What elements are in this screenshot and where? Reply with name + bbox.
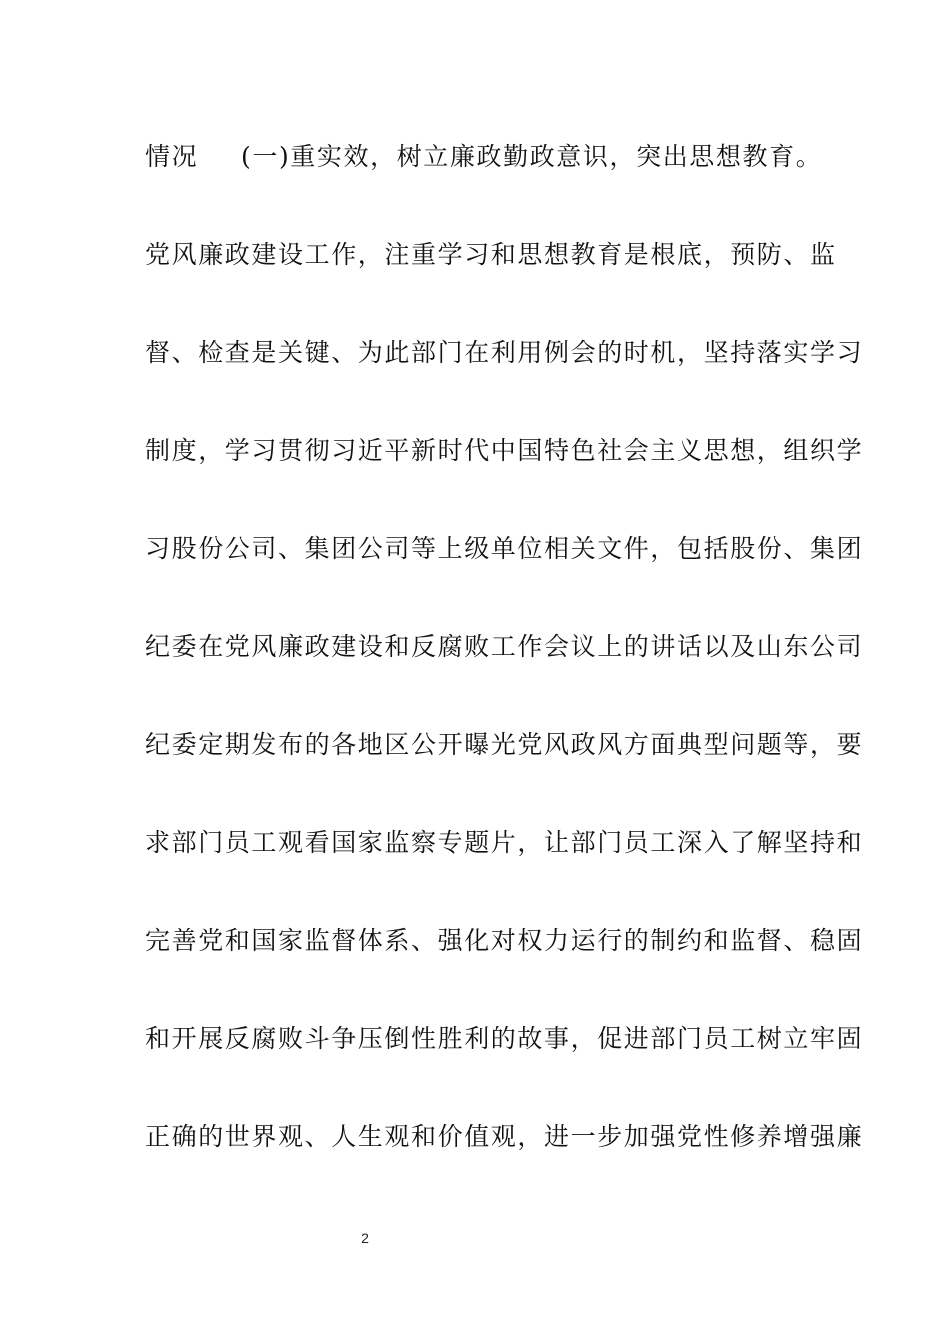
text-line-8: 求部门员工观看国家监察专题片，让部门员工深入了解坚持和	[145, 828, 864, 857]
text-line-9: 完善党和国家监督体系、强化对权力运行的制约和监督、稳固	[145, 926, 864, 955]
body-text	[145, 133, 864, 1211]
line-text: (一)重实效，树立廉政勤政意识，突出思想教育。	[241, 142, 823, 171]
text-line-6: 纪委在党风廉政建设和反腐败工作会议上的讲话以及山东公司	[145, 632, 864, 661]
text-line-10: 和开展反腐败斗争压倒性胜利的故事，促进部门员工树立牢固	[145, 1024, 864, 1053]
text-line-3: 督、检查是关键、为此部门在利用例会的时机，坚持落实学习	[145, 338, 864, 367]
text-line-7: 纪委定期发布的各地区公开曝光党风政风方面典型问题等，要	[145, 730, 864, 759]
page-number: 2	[361, 1230, 369, 1246]
line-lead-text: 情况	[145, 142, 199, 171]
text-line-1	[145, 133, 823, 181]
text-line-5: 习股份公司、集团公司等上级单位相关文件，包括股份、集团	[145, 534, 864, 563]
text-line-2: 党风廉政建设工作，注重学习和思想教育是根底，预防、监	[145, 240, 837, 269]
text-line-4: 制度，学习贯彻习近平新时代中国特色社会主义思想，组织学	[145, 436, 864, 465]
text-line-11: 正确的世界观、人生观和价值观，进一步加强党性修养增强廉	[145, 1122, 864, 1151]
